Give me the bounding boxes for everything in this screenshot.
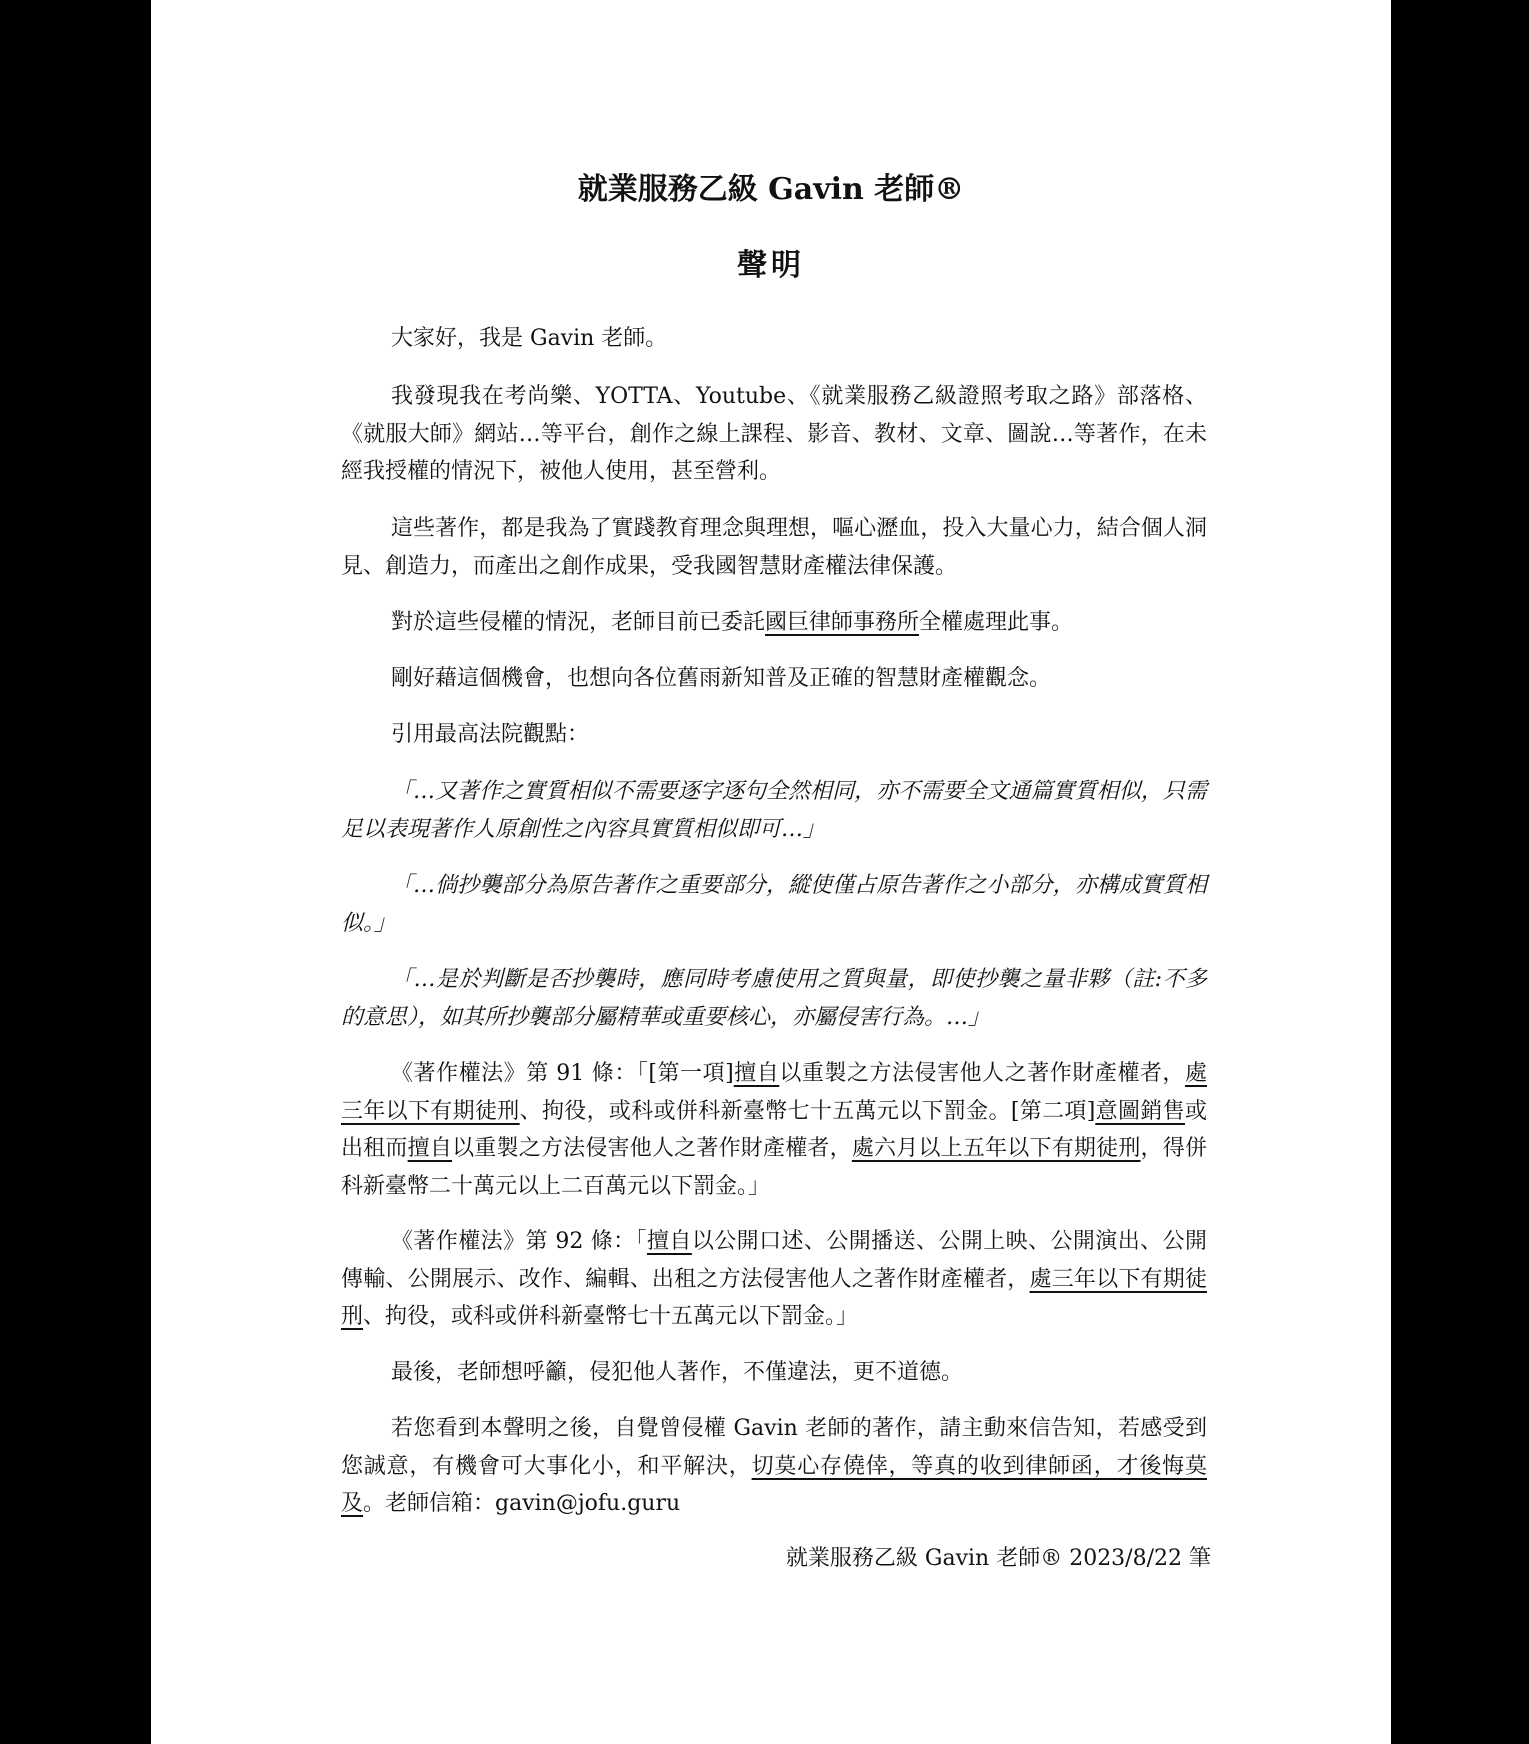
citation-intro: 引用最高法院觀點： bbox=[391, 722, 590, 747]
copyright-law-article-92: 《著作權法》第 92 條：「擅自以公開口述、公開播送、公開上映、公開演出、公開傳輸、公開展示、改作、編輯、出租之方法侵害他人之著作財產權者，處三年以下有期徒刑、拘役，或科或併科新臺幣七十五萬元以下罰金。」 bbox=[341, 1229, 1207, 1329]
court-quote-2: 「…倘抄襲部分為原告著作之重要部分，縱使僅占原告著作之小部分，亦構成實質相似。」 bbox=[341, 873, 1207, 936]
contact-paragraph: 若您看到本聲明之後，自覺曾侵權 Gavin 老師的著作，請主動來信告知，若感受到您誠意，有機會可大事化小，和平解決，切莫心存僥倖，等真的收到律師函，才後悔莫及。老師信箱：gavin@jofu.guru bbox=[341, 1416, 1207, 1516]
signature-line: 就業服務乙級 Gavin 老師® 2023/8/22 筆 bbox=[785, 1546, 1211, 1571]
document-title: 就業服務乙級 Gavin 老師® bbox=[577, 172, 965, 207]
document-page bbox=[151, 0, 1391, 1744]
concept-paragraph: 剛好藉這個機會，也想向各位舊雨新知普及正確的智慧財產權觀念。 bbox=[391, 666, 1052, 691]
copyright-law-article-91: 《著作權法》第 91 條：「[第一項]擅自以重製之方法侵害他人之著作財產權者，處三年以下有期徒刑、拘役，或科或併科新臺幣七十五萬元以下罰金。[第二項]意圖銷售或出租而擅自以重製之方法侵害他人之著作財產權者，處六月以上五年以下有期徒刑，得併科新臺幣二十萬元以上二百萬元以下罰金。」 bbox=[341, 1061, 1207, 1199]
infringement-paragraph: 我發現我在考尚樂、YOTTA、Youtube、《就業服務乙級證照考取之路》部落格、《就服大師》網站…等平台，創作之線上課程、影音、教材、文章、圖說…等著作，在未經我授權的情況下，被他人使用，甚至營利。 bbox=[341, 384, 1207, 484]
document-subtitle: 聲明 bbox=[737, 248, 805, 283]
court-quote-1: 「…又著作之實質相似不需要逐字逐句全然相同，亦不需要全文通篇實質相似，只需足以表現著作人原創性之內容具實質相似即可…」 bbox=[341, 779, 1207, 842]
contact-email: 。老師信箱：gavin@jofu.guru bbox=[363, 1491, 681, 1516]
works-paragraph: 這些著作，都是我為了實踐教育理念與理想，嘔心瀝血，投入大量心力，結合個人洞見、創造力，而產出之創作成果，受我國智慧財產權法律保護。 bbox=[341, 516, 1207, 579]
appeal-paragraph: 最後，老師想呼籲，侵犯他人著作，不僅違法，更不道德。 bbox=[391, 1360, 964, 1385]
law-firm-name: 國巨律師事務所 bbox=[765, 610, 920, 635]
law-firm-paragraph: 對於這些侵權的情況，老師目前已委託國巨律師事務所全權處理此事。 bbox=[391, 610, 1074, 635]
court-quote-3: 「…是於判斷是否抄襲時，應同時考慮使用之質與量，即使抄襲之量非夥（註:不多的意思），如其所抄襲部分屬精華或重要核心，亦屬侵害行為。…」 bbox=[341, 967, 1207, 1030]
greeting-paragraph: 大家好，我是 Gavin 老師。 bbox=[391, 326, 668, 351]
